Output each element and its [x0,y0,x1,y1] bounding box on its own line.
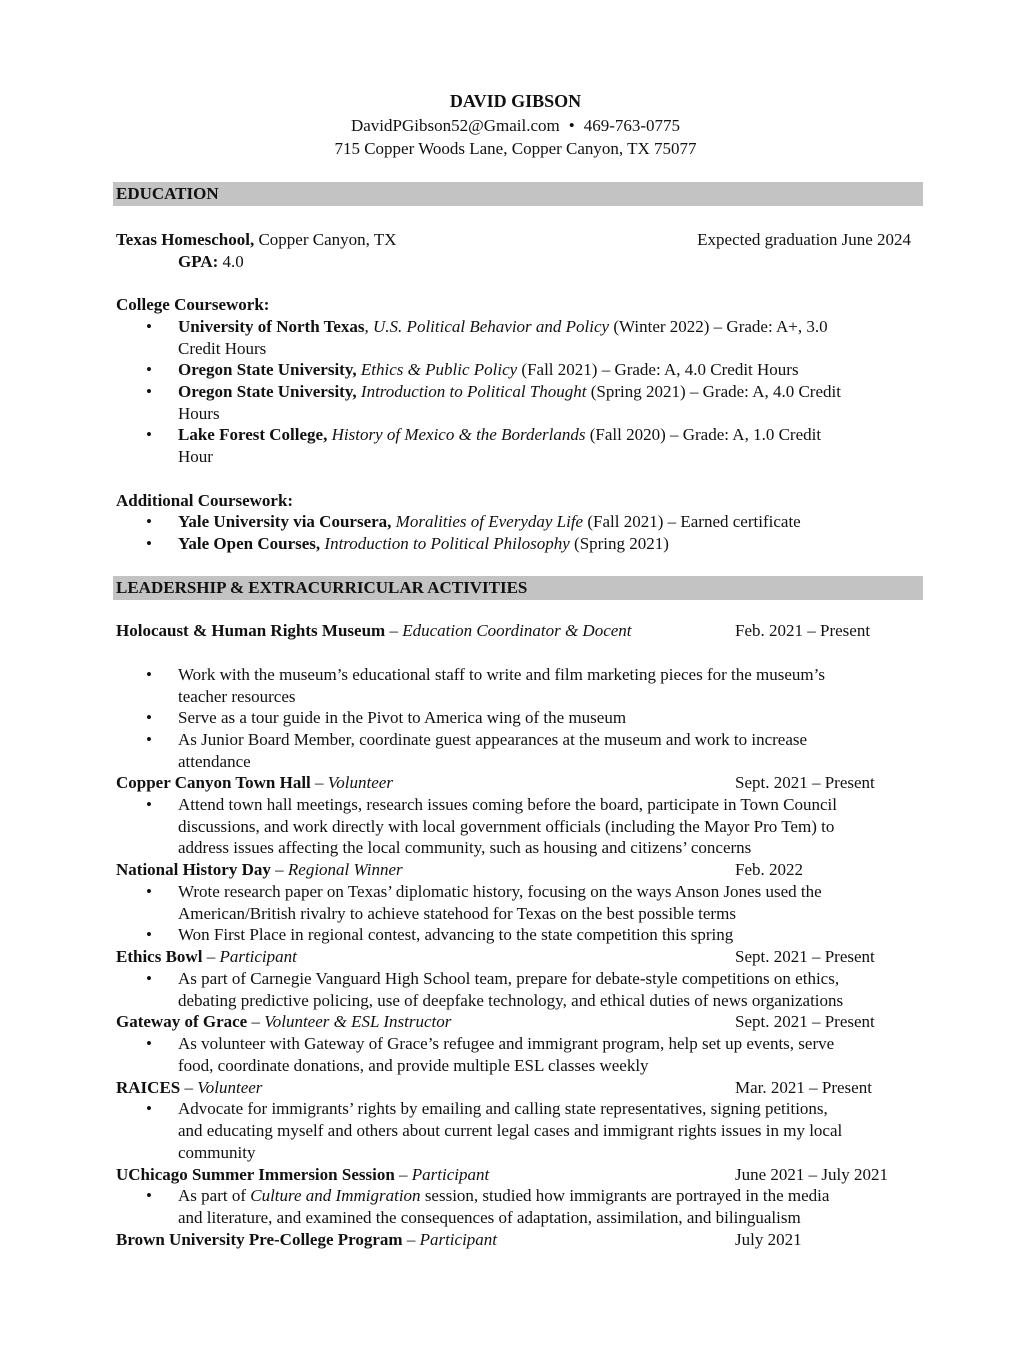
dash: – [402,1230,420,1249]
bullet-marker: • [146,360,152,379]
college-coursework-heading: College Coursework: [116,295,270,314]
course-details: (Fall 2020) – Grade: A, 1.0 Credit [585,425,822,444]
bullet-marker: • [146,425,152,444]
gpa-value: 4.0 [218,252,244,271]
school-line [116,229,397,251]
activity-date: Sept. 2021 – Present [735,947,875,966]
activity-bullet: Won First Place in regional contest, advancing to the state competition this spring [178,925,734,944]
bullet-marker: • [146,1034,152,1053]
bullet-marker: • [146,317,152,336]
course-details: (Spring 2021) – Grade: A, 4.0 Credit [586,382,841,401]
organization: Holocaust & Human Rights Museum [116,621,386,640]
activity-bullet: Attend town hall meetings, research issues coming before the board, participate in Town Council [178,795,837,814]
activity-title [116,859,403,881]
activity-bullet-cont: American/British rivalry to achieve statehood for Texas on the best possible terms [178,904,736,923]
bullet-text: session, studied how immigrants are portrayed in the media [420,1186,830,1205]
bullet-marker: • [146,708,152,727]
activities-heading: LEADERSHIP & EXTRACURRICULAR ACTIVITIES [113,576,923,600]
bullet-marker: • [146,1186,152,1205]
activity-title [116,1229,497,1251]
dash: – [310,773,328,792]
college-course-item [178,381,841,403]
dash: – [270,860,288,879]
organization: National History Day [116,860,271,879]
activity-date: Sept. 2021 – Present [735,1012,875,1031]
college-course-item [178,424,821,446]
activity-bullet-cont: community [178,1143,256,1162]
activity-bullet-cont: teacher resources [178,687,296,706]
activity-bullet-cont: food, coordinate donations, and provide multiple ESL classes weekly [178,1056,649,1075]
role: Volunteer & ESL Instructor [264,1012,452,1031]
course-details: (Fall 2021) – Earned certificate [583,512,801,531]
resume-header [0,90,1031,161]
institution: University of North Texas [178,317,365,336]
bullet-marker: • [146,730,152,749]
additional-course-item [178,533,669,555]
activity-date: July 2021 [735,1230,802,1249]
dash: – [385,621,403,640]
activity-date: Mar. 2021 – Present [735,1078,872,1097]
activity-date: Feb. 2022 [735,860,803,879]
additional-coursework-heading: Additional Coursework: [116,491,294,510]
role: Regional Winner [287,860,403,879]
activity-bullet-cont: and educating myself and others about current legal cases and immigrant rights issues in my local [178,1121,843,1140]
additional-course-item [178,511,801,533]
course-title: U.S. Political Behavior and Policy [373,317,610,336]
school-name: Texas Homeschool, [116,230,255,249]
dash: – [180,1078,198,1097]
dash: – [202,947,220,966]
course-details-cont: Credit Hours [178,339,267,358]
bullet-marker: • [146,925,152,944]
institution: Yale Open Courses, [178,534,321,553]
bullet-separator: • [568,115,575,135]
institution: Oregon State University, [178,360,357,379]
dash: – [394,1165,412,1184]
role: Education Coordinator & Docent [402,621,632,640]
bullet-marker: • [146,1099,152,1118]
school-location: Copper Canyon, TX [254,230,397,249]
activity-date: Feb. 2021 – Present [735,621,871,640]
phone: 469-763-0775 [583,115,681,135]
role: Participant [219,947,297,966]
course-title: Moralities of Everyday Life [395,512,584,531]
activity-bullet: As Junior Board Member, coordinate guest appearances at the museum and work to increase [178,730,808,749]
course-details: (Spring 2021) [569,534,669,553]
activity-bullet-cont: discussions, and work directly with local government officials (including the Mayor Pro Tem) to [178,817,835,836]
bullet-marker: • [146,512,152,531]
activity-title [116,772,393,794]
candidate-name: DAVID GIBSON [449,91,582,111]
email: DavidPGibson52@Gmail.com [350,115,560,135]
activity-bullet: As volunteer with Gateway of Grace’s refugee and immigrant program, help set up events, serve [178,1034,835,1053]
gpa-line [178,251,244,273]
bullet-marker: • [146,969,152,988]
role: Participant [411,1165,490,1184]
contact-line [0,114,1031,138]
organization: Copper Canyon Town Hall [116,773,311,792]
institution: Yale University via Coursera, [178,512,392,531]
bullet-marker: • [146,882,152,901]
role: Volunteer [197,1078,263,1097]
activity-bullet-cont: attendance [178,752,251,771]
activity-date: June 2021 – July 2021 [735,1165,888,1184]
course-title: History of Mexico & the Borderlands [331,425,586,444]
college-course-item [178,359,799,381]
activity-bullet-cont: debating predictive policing, use of deepfake technology, and ethical duties of news organizations [178,991,844,1010]
activity-title [116,1077,262,1099]
activity-title [116,1164,489,1186]
activity-bullet: Work with the museum’s educational staff to write and film marketing pieces for the museum’s [178,665,825,684]
bullet-marker: • [146,795,152,814]
course-details-cont: Hours [178,404,220,423]
course-details: (Fall 2021) – Grade: A, 4.0 Credit Hours [517,360,799,379]
course-details: (Winter 2022) – Grade: A+, 3.0 [609,317,828,336]
organization: Brown University Pre-College Program [116,1230,403,1249]
organization: Gateway of Grace [116,1012,248,1031]
address: 715 Copper Woods Lane, Copper Canyon, TX 75077 [334,139,697,158]
institution: Oregon State University, [178,382,357,401]
role: Participant [419,1230,498,1249]
college-course-item: University of North Texas, U.S. Political Behavior and Policy (Winter 2022) – Grade: A+, 3.0 [178,317,828,336]
activity-title [116,1011,451,1033]
activity-bullet: Wrote research paper on Texas’ diplomatic history, focusing on the ways Anson Jones used the [178,882,822,901]
dash: – [247,1012,265,1031]
organization: RAICES [116,1078,181,1097]
activity-date: Sept. 2021 – Present [735,773,875,792]
organization: UChicago Summer Immersion Session [116,1165,395,1184]
education-heading: EDUCATION [113,182,923,206]
course-title: Introduction to Political Philosophy [324,534,570,553]
bullet-marker: • [146,534,152,553]
role: Volunteer [327,773,393,792]
activity-bullet: As part of Carnegie Vanguard High School team, prepare for debate-style competitions on ethics, [178,969,840,988]
activity-bullet [178,1185,829,1207]
activity-bullet-cont: and literature, and examined the consequences of adaptation, assimilation, and bilingualism [178,1208,801,1227]
organization: Ethics Bowl [116,947,203,966]
activity-bullet: Advocate for immigrants’ rights by emailing and calling state representatives, signing petitions, [178,1099,828,1118]
institution: Lake Forest College, [178,425,328,444]
course-details-cont: Hour [178,447,213,466]
activity-bullet-cont: address issues affecting the local community, such as housing and citizens’ concerns [178,838,752,857]
course-title: Introduction to Political Thought [360,382,587,401]
bullet-marker: • [146,665,152,684]
activity-bullet: Serve as a tour guide in the Pivot to America wing of the museum [178,708,627,727]
session-title: Culture and Immigration [250,1186,421,1205]
bullet-marker: • [146,382,152,401]
graduation-date: Expected graduation June 2024 [697,230,911,249]
activity-title [116,620,632,642]
gpa-label: GPA: [178,252,219,271]
bullet-text: As part of [178,1186,251,1205]
course-title: Ethics & Public Policy [360,360,518,379]
activity-title [116,946,297,968]
